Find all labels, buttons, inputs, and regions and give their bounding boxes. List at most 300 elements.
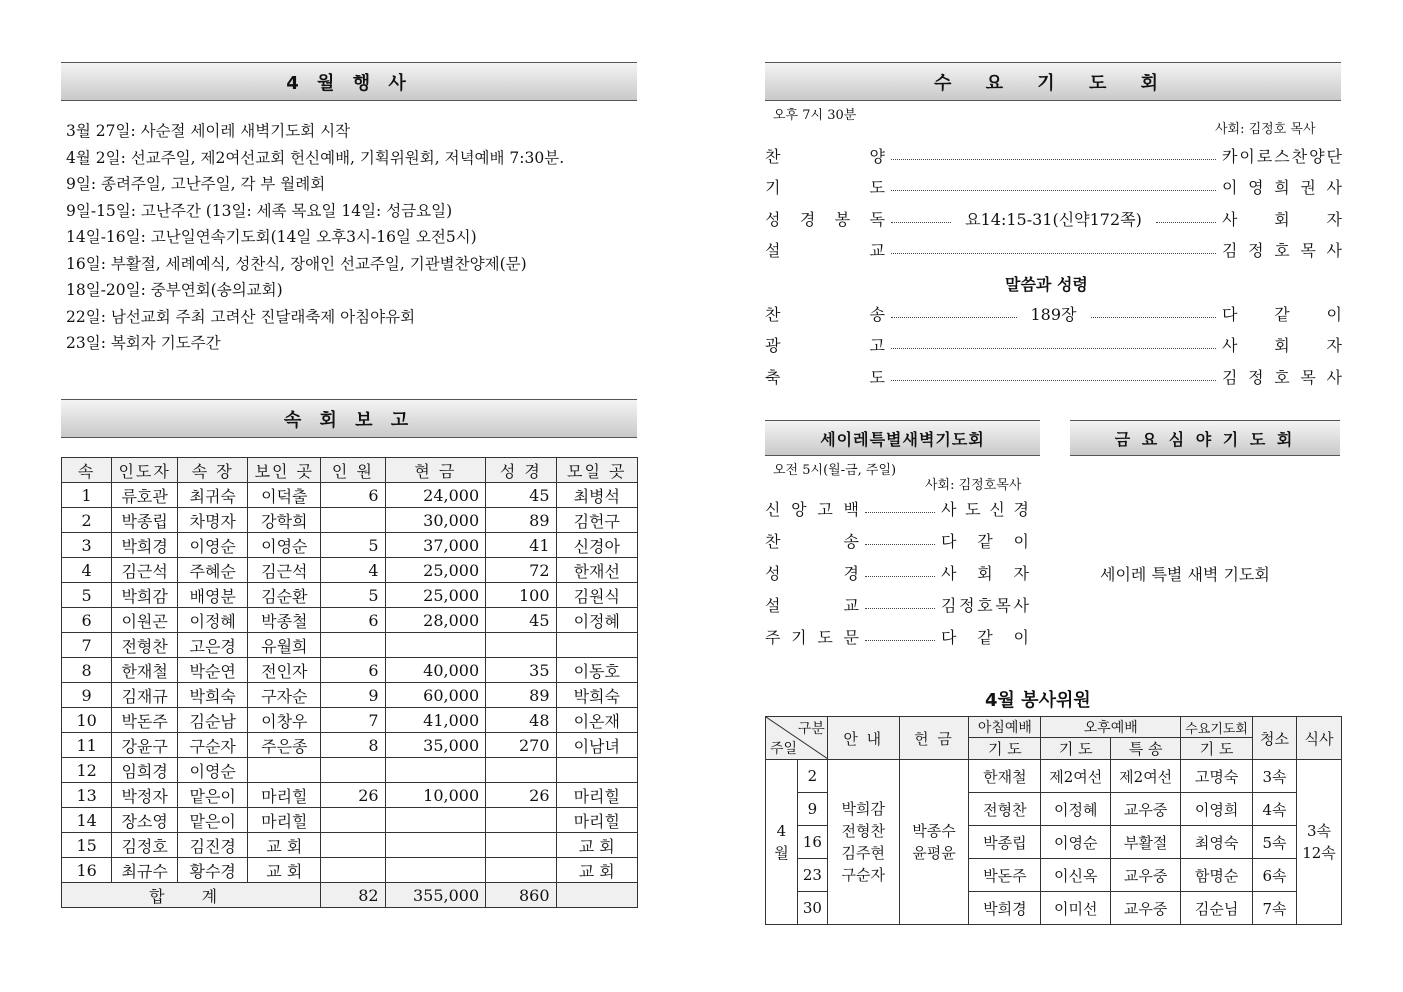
cell-report-row [62, 483, 638, 508]
order-detail: 요14:15-31(신약172쪽) [965, 209, 1142, 229]
label-char: 같 [977, 531, 993, 551]
label-char: 카 [1222, 146, 1238, 166]
seire-order-row [765, 590, 1041, 618]
duty-afternoon-prayer: 이미선 [1041, 892, 1111, 925]
cell-number: 6 [62, 608, 112, 633]
report-place: 구자순 [248, 683, 321, 708]
meeting-place: 이온재 [556, 708, 638, 733]
label-char: 찬 [765, 531, 781, 551]
seire-order-row [765, 494, 1041, 522]
label-char: 신 [765, 499, 781, 519]
cell-report-row [62, 858, 638, 883]
dot-leader [865, 536, 935, 545]
seire-order-label [765, 529, 859, 552]
leader: 장소영 [112, 808, 178, 833]
friday-title: 금 요 심 야 기 도 회 [1070, 420, 1340, 456]
leader: 한재철 [112, 658, 178, 683]
wed-prayer-time: 오후 7시 30분 [773, 108, 857, 123]
friday-note: 세이레 특별 새벽 기도회 [1100, 565, 1270, 584]
bible: 45 [486, 483, 556, 508]
cell-head: 김진경 [178, 833, 248, 858]
label-char: 찬 [765, 304, 781, 324]
label-char: 경 [1013, 499, 1029, 519]
label-char: 정 [1248, 367, 1264, 387]
cell-report-row [62, 758, 638, 783]
label-char: 같 [1274, 304, 1290, 324]
label-char: 찬 [765, 146, 781, 166]
label-char: 양 [1309, 146, 1325, 166]
label-char: 도 [869, 178, 885, 197]
cell-number: 13 [62, 783, 112, 808]
meeting-place: 마리힐 [556, 808, 638, 833]
label-char: 사 [1326, 178, 1342, 197]
duty-wednesday-prayer: 이영희 [1181, 793, 1253, 826]
meeting-place: 김원식 [556, 583, 638, 608]
cell-head: 황수경 [178, 858, 248, 883]
meeting-place: 교 회 [556, 858, 638, 883]
col-meeting-place: 모일 곳 [556, 458, 638, 483]
col-bible: 성 경 [486, 458, 556, 483]
april-events-title: 4 월 행 사 [61, 62, 637, 101]
order-label [765, 144, 885, 167]
report-place: 김근석 [248, 558, 321, 583]
label-char: 호 [1274, 367, 1290, 387]
report-place [248, 758, 321, 783]
cell-head: 차명자 [178, 508, 248, 533]
label-char: 자 [1326, 336, 1342, 355]
leader: 최규수 [112, 858, 178, 883]
dot-leader [891, 245, 1216, 254]
cell-number: 7 [62, 633, 112, 658]
report-place: 강학희 [248, 508, 321, 533]
dot-leader [865, 504, 935, 513]
report-place: 김순환 [248, 583, 321, 608]
people: 8 [321, 733, 385, 758]
duty-week: 30 [797, 892, 827, 925]
leader: 박종립 [112, 508, 178, 533]
order-person [1222, 144, 1342, 167]
label-char: 희 [1274, 178, 1290, 197]
order-row [765, 204, 1342, 232]
label-char: 이 [1222, 178, 1238, 197]
meeting-place [556, 633, 638, 658]
label-char: 고 [869, 336, 885, 355]
cell-report-title: 속 회 보 고 [61, 399, 637, 438]
leader: 김재규 [112, 683, 178, 708]
offering: 30,000 [385, 508, 486, 533]
cell-head: 배영분 [178, 583, 248, 608]
bible [486, 758, 556, 783]
label-char: 앙 [791, 499, 807, 519]
cell-report-header-row [62, 458, 638, 483]
seire-host: 사회: 김정호목사 [925, 478, 1022, 493]
cell-head: 김순남 [178, 708, 248, 733]
label-char: 사 [941, 499, 957, 519]
people: 6 [321, 483, 385, 508]
duty-afternoon-prayer: 이신옥 [1041, 859, 1111, 892]
people: 6 [321, 608, 385, 633]
cell-report-row [62, 533, 638, 558]
label-char: 송 [843, 531, 859, 551]
cell-head: 이정혜 [178, 608, 248, 633]
bible: 270 [486, 733, 556, 758]
duty-morning-prayer: 전형찬 [969, 793, 1041, 826]
cell-number: 16 [62, 858, 112, 883]
cell-report-row [62, 658, 638, 683]
total-label: 합 계 [62, 883, 321, 908]
bible [486, 833, 556, 858]
duty-special-song: 교우중 [1111, 892, 1181, 925]
label-char: 도 [965, 499, 981, 519]
duty-week: 9 [797, 793, 827, 826]
label-char: 광 [765, 336, 781, 355]
cell-number: 14 [62, 808, 112, 833]
order-person [1222, 302, 1342, 325]
event-item: 4월 2일: 선교주일, 제2여선교회 헌신예배, 기획위원회, 저녁예배 7:30분. [66, 148, 565, 167]
dot-leader [891, 340, 1216, 349]
bible: 35 [486, 658, 556, 683]
bible: 48 [486, 708, 556, 733]
duty-meal-names: 3속 12속 [1297, 760, 1342, 925]
leader: 강윤구 [112, 733, 178, 758]
col-offering: 현 금 [385, 458, 486, 483]
duty-afternoon-song: 특 송 [1111, 738, 1181, 760]
people [321, 858, 385, 883]
label-char: 성 [765, 209, 781, 229]
bible: 41 [486, 533, 556, 558]
label-char: 백 [843, 499, 859, 519]
dot-leader [891, 214, 951, 223]
leader: 이원곤 [112, 608, 178, 633]
seire-order-row [765, 558, 1041, 586]
label-char: 사 [1222, 209, 1238, 229]
duty-morning-prayer: 한재철 [969, 760, 1041, 793]
label-char: 정 [1248, 241, 1264, 260]
label-char: 회 [1274, 336, 1290, 355]
label-char: 축 [765, 367, 781, 387]
cell-report-row [62, 808, 638, 833]
col-cell-head: 속 장 [178, 458, 248, 483]
label-char: 사 [1326, 241, 1342, 260]
offering: 41,000 [385, 708, 486, 733]
label-char: 도 [817, 627, 833, 647]
label-char: 스 [1274, 146, 1290, 166]
people [321, 833, 385, 858]
label-char: 설 [765, 595, 781, 615]
bible [486, 808, 556, 833]
seire-order-row [765, 526, 1041, 554]
duty-cleaning: 4속 [1253, 793, 1297, 826]
offering: 37,000 [385, 533, 486, 558]
report-place: 이창우 [248, 708, 321, 733]
event-item: 22일: 남선교회 주최 고려산 진달래축제 아침야유회 [66, 307, 416, 326]
people [321, 633, 385, 658]
order-row [765, 141, 1342, 169]
duty-wednesday-header: 수요기도회 [1181, 717, 1253, 738]
label-char: 봉 [834, 209, 851, 229]
order-row [765, 236, 1342, 264]
duty-wednesday-prayer: 기 도 [1181, 738, 1253, 760]
duty-row [766, 760, 1342, 793]
duty-week: 23 [797, 859, 827, 892]
label-char: 교 [869, 241, 885, 260]
order-label [765, 175, 885, 198]
cell-head: 구순자 [178, 733, 248, 758]
label-char: 경 [799, 209, 816, 229]
label-char: 정 [959, 595, 975, 615]
seire-order-person [941, 529, 1029, 552]
meeting-place: 신경아 [556, 533, 638, 558]
duty-special-song: 제2여선 [1111, 760, 1181, 793]
duty-guide-names: 박희감 전형찬 김주현 구순자 [827, 760, 899, 925]
cell-head: 박순연 [178, 658, 248, 683]
dot-leader [891, 372, 1216, 381]
dot-leader [865, 568, 935, 577]
duty-morning-prayer: 박희경 [969, 892, 1041, 925]
cell-head: 맡은이 [178, 808, 248, 833]
total-row [62, 883, 638, 908]
seire-order-label [765, 561, 859, 584]
seire-order-person [941, 561, 1029, 584]
label-char: 양 [869, 146, 885, 166]
report-place: 이영순 [248, 533, 321, 558]
duty-cleaning: 7속 [1253, 892, 1297, 925]
total-offering: 355,000 [385, 883, 486, 908]
dot-leader [891, 182, 1216, 191]
people: 7 [321, 708, 385, 733]
offering: 25,000 [385, 583, 486, 608]
col-people: 인 원 [321, 458, 385, 483]
leader: 박희감 [112, 583, 178, 608]
offering: 60,000 [385, 683, 486, 708]
label-char: 사 [1222, 336, 1238, 355]
total-people: 82 [321, 883, 385, 908]
seire-order-label [765, 593, 859, 616]
label-char: 성 [765, 563, 781, 583]
bible: 100 [486, 583, 556, 608]
report-place: 주은종 [248, 733, 321, 758]
bible: 26 [486, 783, 556, 808]
label-char: 김 [1222, 367, 1238, 387]
meeting-place [556, 758, 638, 783]
label-char: 회 [1274, 209, 1290, 229]
duty-meal-header: 식사 [1297, 717, 1342, 760]
order-label [765, 365, 885, 388]
duty-special-song: 교우중 [1111, 793, 1181, 826]
duty-afternoon-prayer: 기 도 [1041, 738, 1111, 760]
cell-report-row [62, 633, 638, 658]
label-char: 이 [1013, 627, 1029, 647]
event-item: 9일: 종려주일, 고난주일, 각 부 월례회 [66, 175, 326, 193]
duty-afternoon-header: 오후예배 [1041, 717, 1181, 738]
seire-order-label [765, 497, 859, 520]
cell-report-table [61, 457, 638, 908]
order-row [765, 299, 1342, 327]
label-char: 독 [869, 209, 885, 229]
people: 26 [321, 783, 385, 808]
order-person [1222, 238, 1342, 261]
offering: 10,000 [385, 783, 486, 808]
duty-cleaning: 3속 [1253, 760, 1297, 793]
event-item: 9일-15일: 고난주간 (13일: 세족 목요일 14일: 성금요일) [66, 201, 453, 220]
offering: 35,000 [385, 733, 486, 758]
label-char: 찬 [1291, 146, 1308, 166]
meeting-place: 김헌구 [556, 508, 638, 533]
cell-report-row [62, 583, 638, 608]
label-char: 영 [1248, 178, 1264, 197]
bible: 89 [486, 508, 556, 533]
duty-guide-header: 안 내 [827, 717, 899, 760]
leader: 박희경 [112, 533, 178, 558]
duty-offering-names: 박종수 윤평윤 [899, 760, 969, 925]
cell-number: 5 [62, 583, 112, 608]
duty-corner [766, 717, 828, 760]
duty-offering-header: 헌 금 [899, 717, 969, 760]
label-char: 기 [791, 627, 807, 647]
duty-cleaning: 5속 [1253, 826, 1297, 859]
cell-head: 이영순 [178, 533, 248, 558]
people [321, 508, 385, 533]
offering [385, 808, 486, 833]
event-item: 3월 27일: 사순절 세이레 새벽기도회 시작 [66, 122, 351, 140]
seire-title: 세이레특별새벽기도회 [765, 420, 1040, 456]
cell-head: 박희숙 [178, 683, 248, 708]
duty-afternoon-prayer: 이영순 [1041, 826, 1111, 859]
report-place: 마리힐 [248, 808, 321, 833]
duty-cleaning: 6속 [1253, 859, 1297, 892]
cell-report-row [62, 833, 638, 858]
dot-leader [865, 632, 935, 641]
duty-table [765, 716, 1342, 925]
seire-time: 오전 5시(월-금, 주일) [773, 463, 897, 478]
label-char: 이 [1013, 531, 1029, 551]
label-char: 회 [977, 563, 993, 583]
order-person [1222, 207, 1342, 230]
duty-afternoon-prayer: 이정혜 [1041, 793, 1111, 826]
order-row [765, 173, 1342, 201]
cell-head: 고은경 [178, 633, 248, 658]
corner-top: 구분 [797, 721, 825, 737]
order-row [765, 331, 1342, 359]
leader: 류호관 [112, 483, 178, 508]
people: 6 [321, 658, 385, 683]
offering: 40,000 [385, 658, 486, 683]
order-person [1222, 175, 1342, 198]
cell-number: 3 [62, 533, 112, 558]
dot-leader [891, 151, 1216, 160]
duty-week: 16 [797, 826, 827, 859]
total-empty [556, 883, 638, 908]
meeting-place: 박희숙 [556, 683, 638, 708]
report-place: 교 회 [248, 833, 321, 858]
offering: 25,000 [385, 558, 486, 583]
people [321, 758, 385, 783]
bible [486, 858, 556, 883]
label-char: 목 [1300, 241, 1316, 260]
people: 9 [321, 683, 385, 708]
event-item: 16일: 부활절, 세례예식, 성찬식, 장애인 선교주일, 기관별찬양제(문) [66, 254, 527, 273]
leader: 김정호 [112, 833, 178, 858]
cell-report-row [62, 683, 638, 708]
label-char: 자 [1013, 563, 1029, 583]
report-place: 전인자 [248, 658, 321, 683]
meeting-place: 교 회 [556, 833, 638, 858]
duty-wednesday-prayer: 고명숙 [1181, 760, 1253, 793]
cell-head: 맡은이 [178, 783, 248, 808]
order-label [765, 207, 885, 230]
total-bible: 860 [486, 883, 556, 908]
order-label [765, 302, 885, 325]
people [321, 808, 385, 833]
label-char: 김 [941, 595, 957, 615]
corner-bottom: 주일 [770, 741, 798, 757]
duty-special-song: 교우중 [1111, 859, 1181, 892]
duty-wednesday-prayer: 함명순 [1181, 859, 1253, 892]
offering: 28,000 [385, 608, 486, 633]
label-char: 송 [869, 304, 885, 324]
cell-report-row [62, 558, 638, 583]
duty-wednesday-prayer: 최영숙 [1181, 826, 1253, 859]
bible: 89 [486, 683, 556, 708]
label-char: 다 [941, 531, 957, 551]
label-char: 다 [941, 627, 957, 647]
label-char: 김 [1222, 241, 1238, 260]
cell-report-row [62, 708, 638, 733]
label-char: 로 [1256, 146, 1273, 166]
cell-number: 9 [62, 683, 112, 708]
duty-title: 4월 봉사위원 [985, 690, 1091, 711]
bible [486, 633, 556, 658]
cell-head: 최귀숙 [178, 483, 248, 508]
duty-special-song: 부활절 [1111, 826, 1181, 859]
dot-leader [891, 309, 1017, 318]
dot-leader [1156, 214, 1216, 223]
event-item: 23일: 복회자 기도주간 [66, 334, 221, 352]
offering: 24,000 [385, 483, 486, 508]
report-place: 교 회 [248, 858, 321, 883]
people: 5 [321, 583, 385, 608]
offering [385, 633, 486, 658]
label-char: 자 [1326, 209, 1343, 229]
label-char: 단 [1326, 146, 1342, 166]
order-person [1222, 333, 1342, 356]
dot-leader [865, 600, 935, 609]
label-char: 사 [941, 563, 957, 583]
label-char: 다 [1222, 304, 1238, 324]
cell-number: 8 [62, 658, 112, 683]
people: 5 [321, 533, 385, 558]
wed-prayer-title: 수 요 기 도 회 [765, 62, 1341, 101]
label-char: 목 [995, 595, 1011, 615]
seire-order-person [941, 593, 1029, 616]
wed-prayer-host: 사회: 김정호 목사 [1215, 122, 1316, 137]
label-char: 도 [869, 367, 885, 387]
order-detail: 189장 [1030, 304, 1077, 324]
duty-morning-prayer: 박종립 [969, 826, 1041, 859]
cell-number: 15 [62, 833, 112, 858]
seire-order-person [941, 497, 1029, 520]
cell-head: 이영순 [178, 758, 248, 783]
cell-head: 주혜순 [178, 558, 248, 583]
label-char: 신 [989, 499, 1005, 519]
cell-report-row [62, 733, 638, 758]
cell-number: 12 [62, 758, 112, 783]
cell-number: 10 [62, 708, 112, 733]
duty-morning-prayer: 기 도 [969, 738, 1041, 760]
label-char: 목 [1300, 367, 1316, 387]
col-leader: 인도자 [112, 458, 178, 483]
offering [385, 858, 486, 883]
